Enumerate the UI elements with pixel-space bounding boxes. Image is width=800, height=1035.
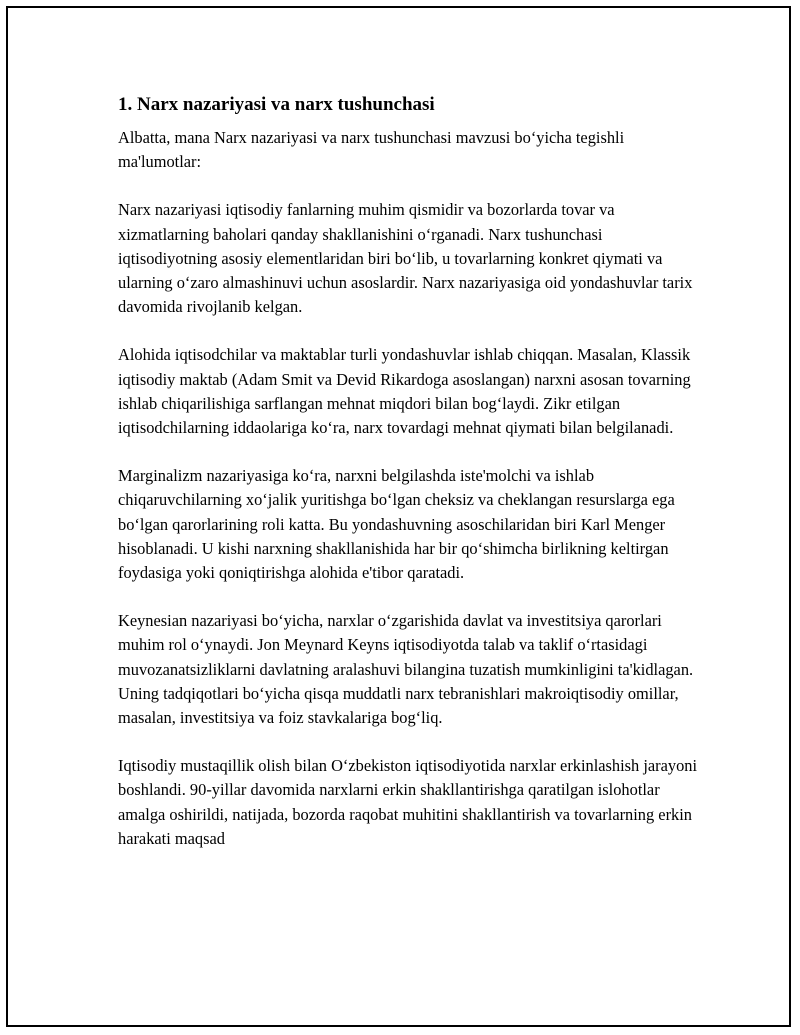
paragraph-classical-school: Alohida iqtisodchilar va maktablar turli yondashuvlar ishlab chiqqan. Masalan, Klassik iqtisodiy maktab (Adam Smit va Devid Rikardoga asoslangan) narxni asosan tovarning ishlab chiqarilishiga sarflangan mehnat miqdori bilan bog‘laydi. Zikr etilgan iqtisodchilarning iddaolariga ko‘ra, narx tovardagi mehnat qiymati bilan belgilanadi. xyxy=(118,345,691,438)
section-heading: 1. Narx nazariyasi va narx tushunchasi xyxy=(118,94,435,115)
paragraph-marginalism: Marginalizm nazariyasiga ko‘ra, narxni belgilashda iste'molchi va ishlab chiqaruvchilarning xo‘jalik yuritishga bo‘lgan cheksiz va cheklangan resurslarga ega bo‘lgan qarorlarining roli katta. Bu yondashuvning asoschilaridan biri Karl Menger hisoblanadi. U kishi narxning shakllanishida har bir qo‘shimcha birlikning keltirgan foydasiga yoki qoniqtirishga alohida e'tibor qaratadi. xyxy=(118,466,675,583)
paragraph-intro: Albatta, mana Narx nazariyasi va narx tushunchasi mavzusi bo‘yicha tegishli ma'lumotlar: xyxy=(118,128,625,172)
document-body xyxy=(118,92,698,875)
paragraph-price-theory: Narx nazariyasi iqtisodiy fanlarning muhim qismidir va bozorlarda tovar va xizmatlarning baholari qanday shakllanishini o‘rganadi. Narx tushunchasi iqtisodiyotning asosiy elementlaridan biri bo‘lib, u tovarlarning konkret qiymati va ularning o‘zaro almashinuvi uchun asoslardir. Narx nazariyasiga oid yondashuvlar tarix davomida rivojlanib kelgan. xyxy=(118,200,693,317)
paragraph-keynesian: Keynesian nazariyasi bo‘yicha, narxlar o‘zgarishida davlat va investitsiya qarorlari muhim rol o‘ynaydi. Jon Meynard Keyns iqtisodiyotda talab va taklif o‘rtasidagi muvozanatsizliklarni davlatning aralashuvi bilangina tuzatish mumkinligini ta'kidlagan. Uning tadqiqotlari bo‘yicha qisqa muddatli narx tebranishlari makroiqtisodiy omillar, masalan, investitsiya va foiz stavkalariga bog‘liq. xyxy=(118,611,694,728)
paragraph-uzbekistan: Iqtisodiy mustaqillik olish bilan O‘zbekiston iqtisodiyotida narxlar erkinlashish jarayoni boshlandi. 90-yillar davomida narxlarni erkin shakllantirishga qaratilgan islohotlar amalga oshirildi, natijada, bozorda raqobat muhitini shakllantirish va tovarlarning erkin harakati maqsad xyxy=(118,756,698,848)
